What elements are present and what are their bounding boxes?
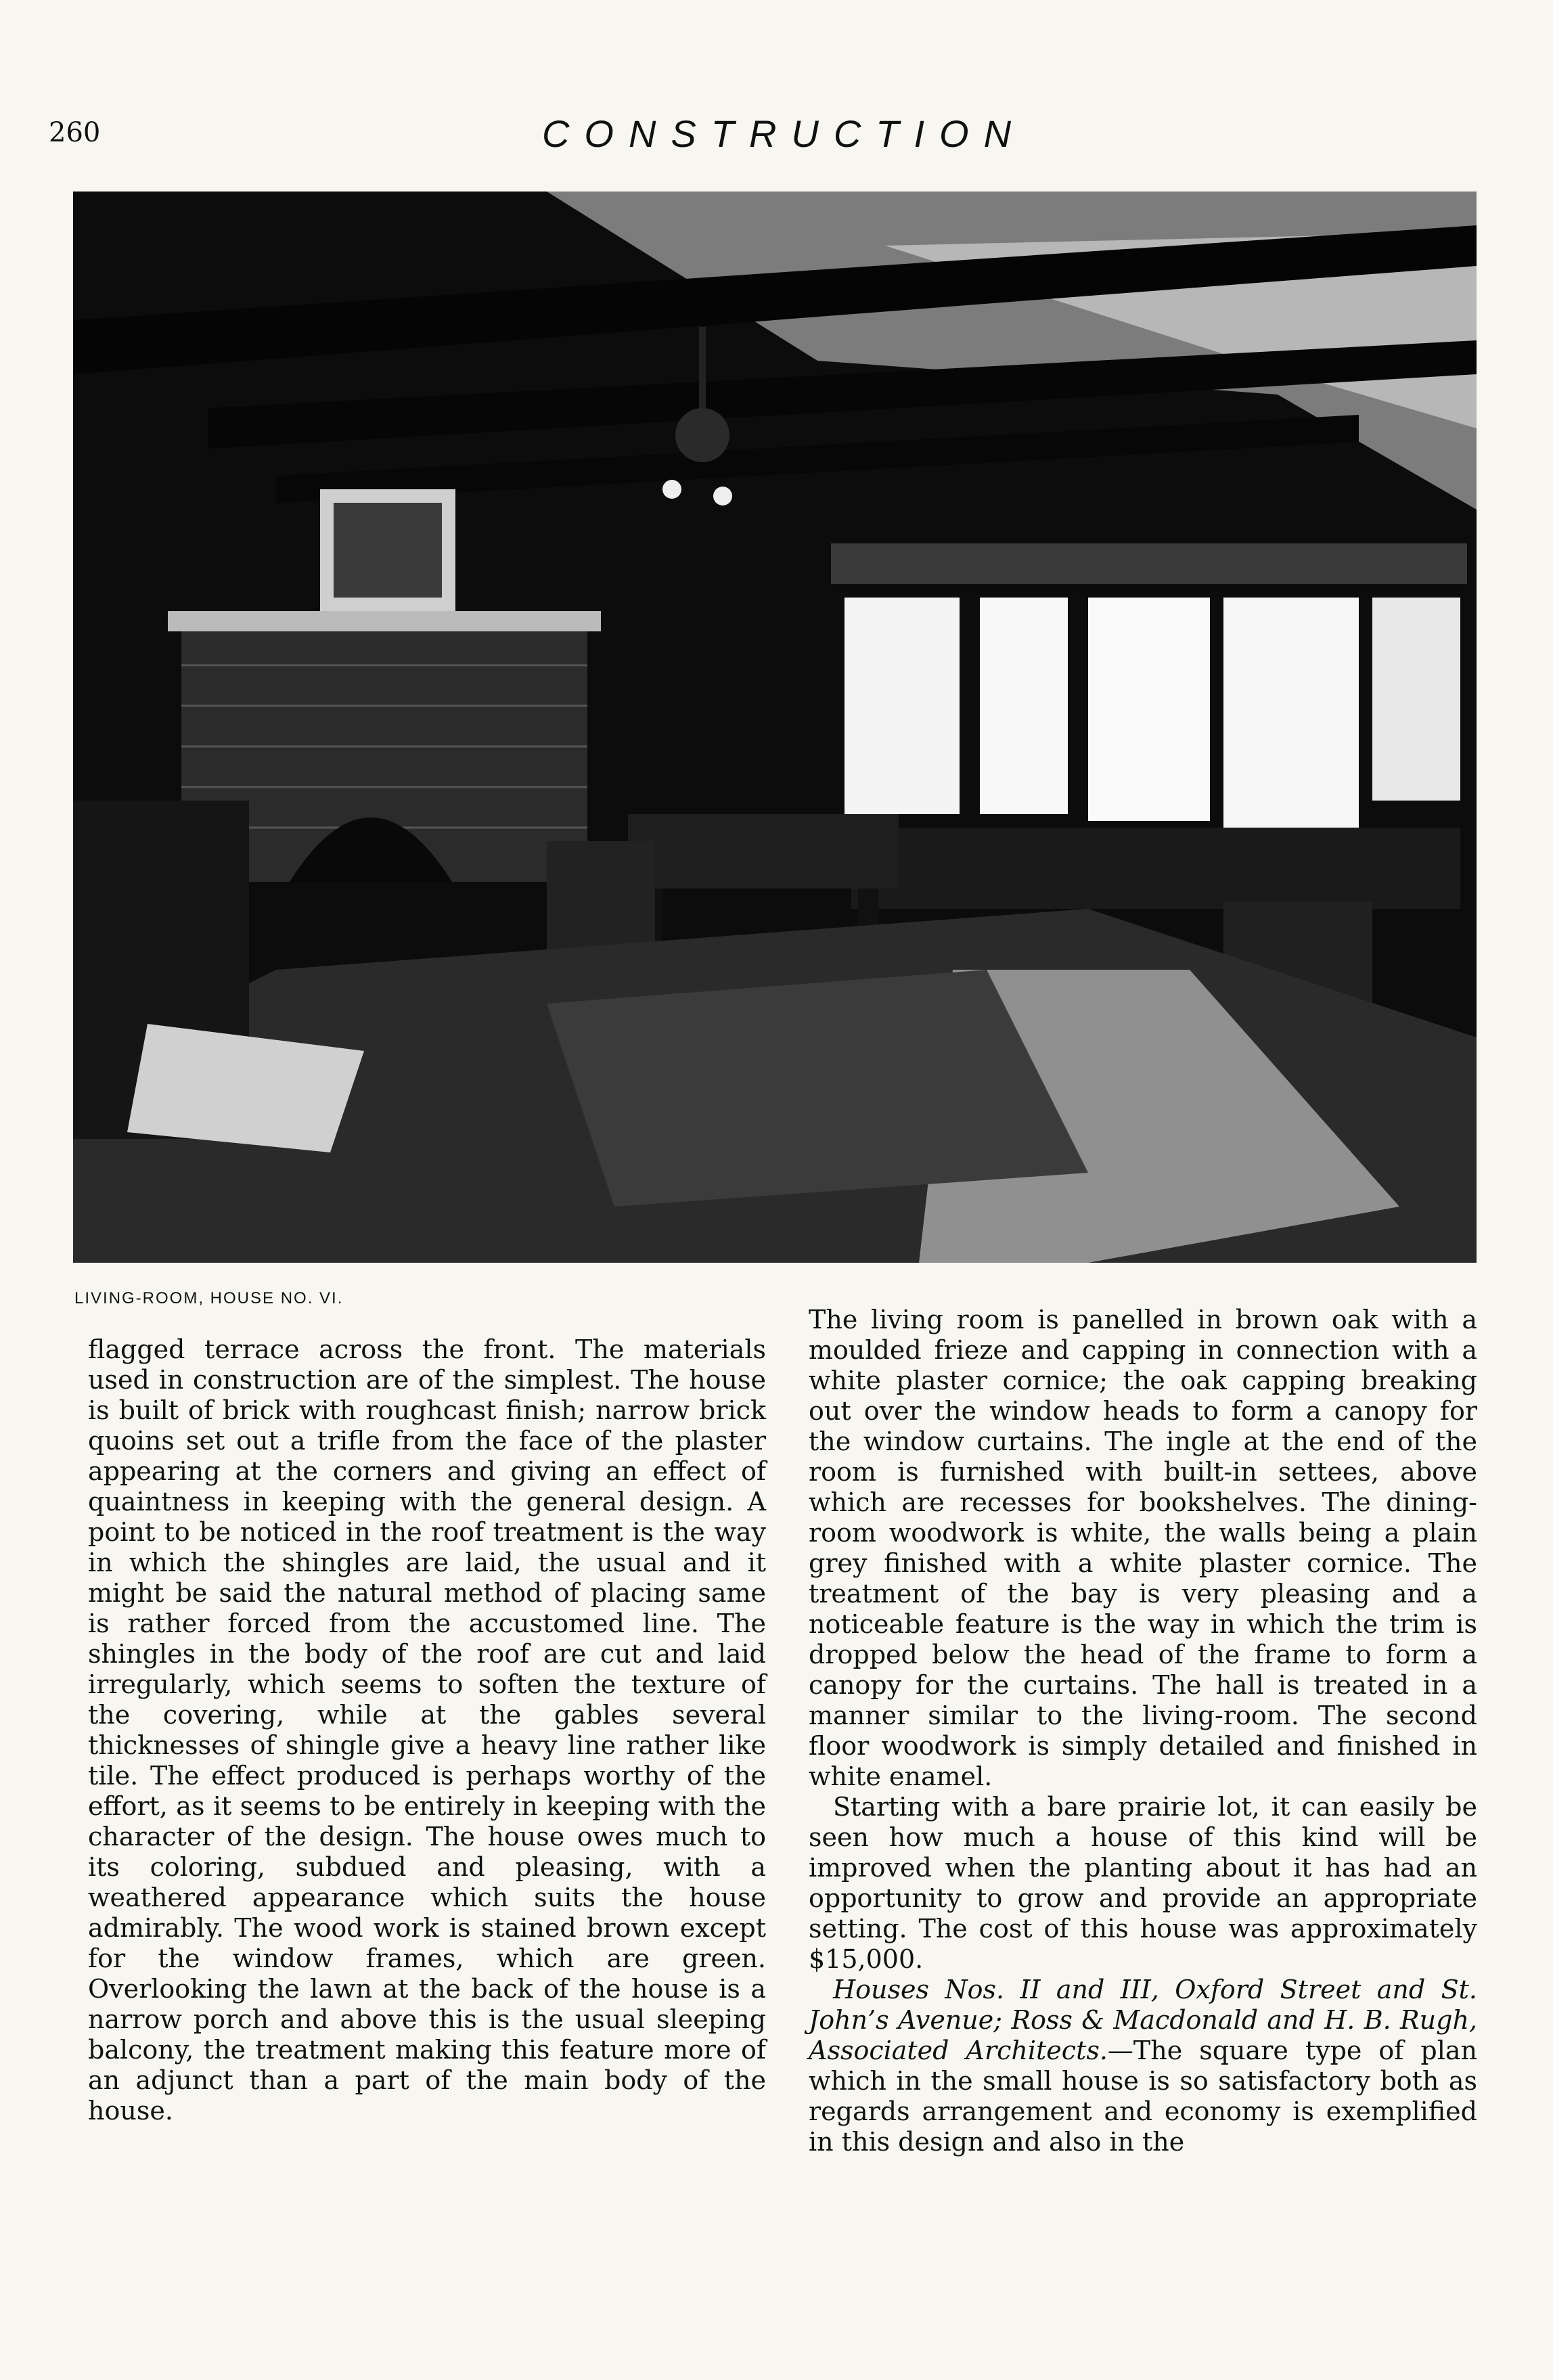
page-number: 260 [49,117,101,148]
right-paragraph-1: The living room is panelled in brown oak with a moulded frieze and capping in connection with a white plaster cornice; the oak capping breaking out over the window heads to form a canopy for the window curtains. The ingle at the end of the room is furnished with built-in settees, above which are recesses for bookshelves. The dining-room woodwork is white, the walls being a plain grey finished with a white plaster cornice. The treatment of the bay is very pleasing and a noticeable feature is the way in which the trim is dropped below the head of the frame to form a canopy for the curtains. The hall is treated in a manner similar to the living-room. The second floor woodwork is simply detailed and finished in white enamel. [809,1305,1477,1791]
right-paragraph-3 [809,1975,1477,2157]
figure-caption: LIVING-ROOM, HOUSE NO. VI. [74,1289,344,1307]
right-column [809,1305,1477,2157]
running-title: CONSTRUCTION [541,112,1027,155]
left-column [88,1334,766,2126]
right-paragraph-2: Starting with a bare prairie lot, it can easily be seen how much a house of this kind will be improved when the planting about it has had an opportunity to grow and provide an appropriate setting. The cost of this house was approximately $15,000. [809,1792,1477,1974]
right-paragraph-3-text: —The square type of plan which in the small house is so satisfactory both as regards arrangement and economy is exemplified in this design and also in the [809,2036,1477,2157]
houses-heading-italic: Houses Nos. II and III, Oxford Street and St. John’s Avenue; Ross & Macdonald and H. B. Rugh, Associated Architects. [809,1975,1477,2065]
page-header [0,112,1553,166]
photo-illustration [73,192,1477,1263]
left-paragraph-1: flagged terrace across the front. The materials used in construction are of the simplest. The house is built of brick with roughcast finish; narrow brick quoins set out a trifle from the face of the plaster appearing at the corners and giving an effect of quaintness in keeping with the general design. A point to be noticed in the roof treatment is the way in which the shingles are laid, the usual and it might be said the natural method of placing same is rather forced from the accustomed line. The shingles in the body of the roof are cut and laid irregularly, which seems to soften the texture of the covering, while at the gables several thicknesses of shingle give a heavy line rather like tile. The effect produced is perhaps worthy of the effort, as it seems to be entirely in keeping with the character of the design. The house owes much to its coloring, subdued and pleasing, with a weathered appearance which suits the house admirably. The wood work is stained brown except for the window frames, which are green. Overlooking the lawn at the back of the house is a narrow porch and above this is the usual sleeping balcony, the treatment making this feature more of an adjunct than a part of the main body of the house. [88,1334,766,2126]
living-room-photo [73,192,1477,1263]
